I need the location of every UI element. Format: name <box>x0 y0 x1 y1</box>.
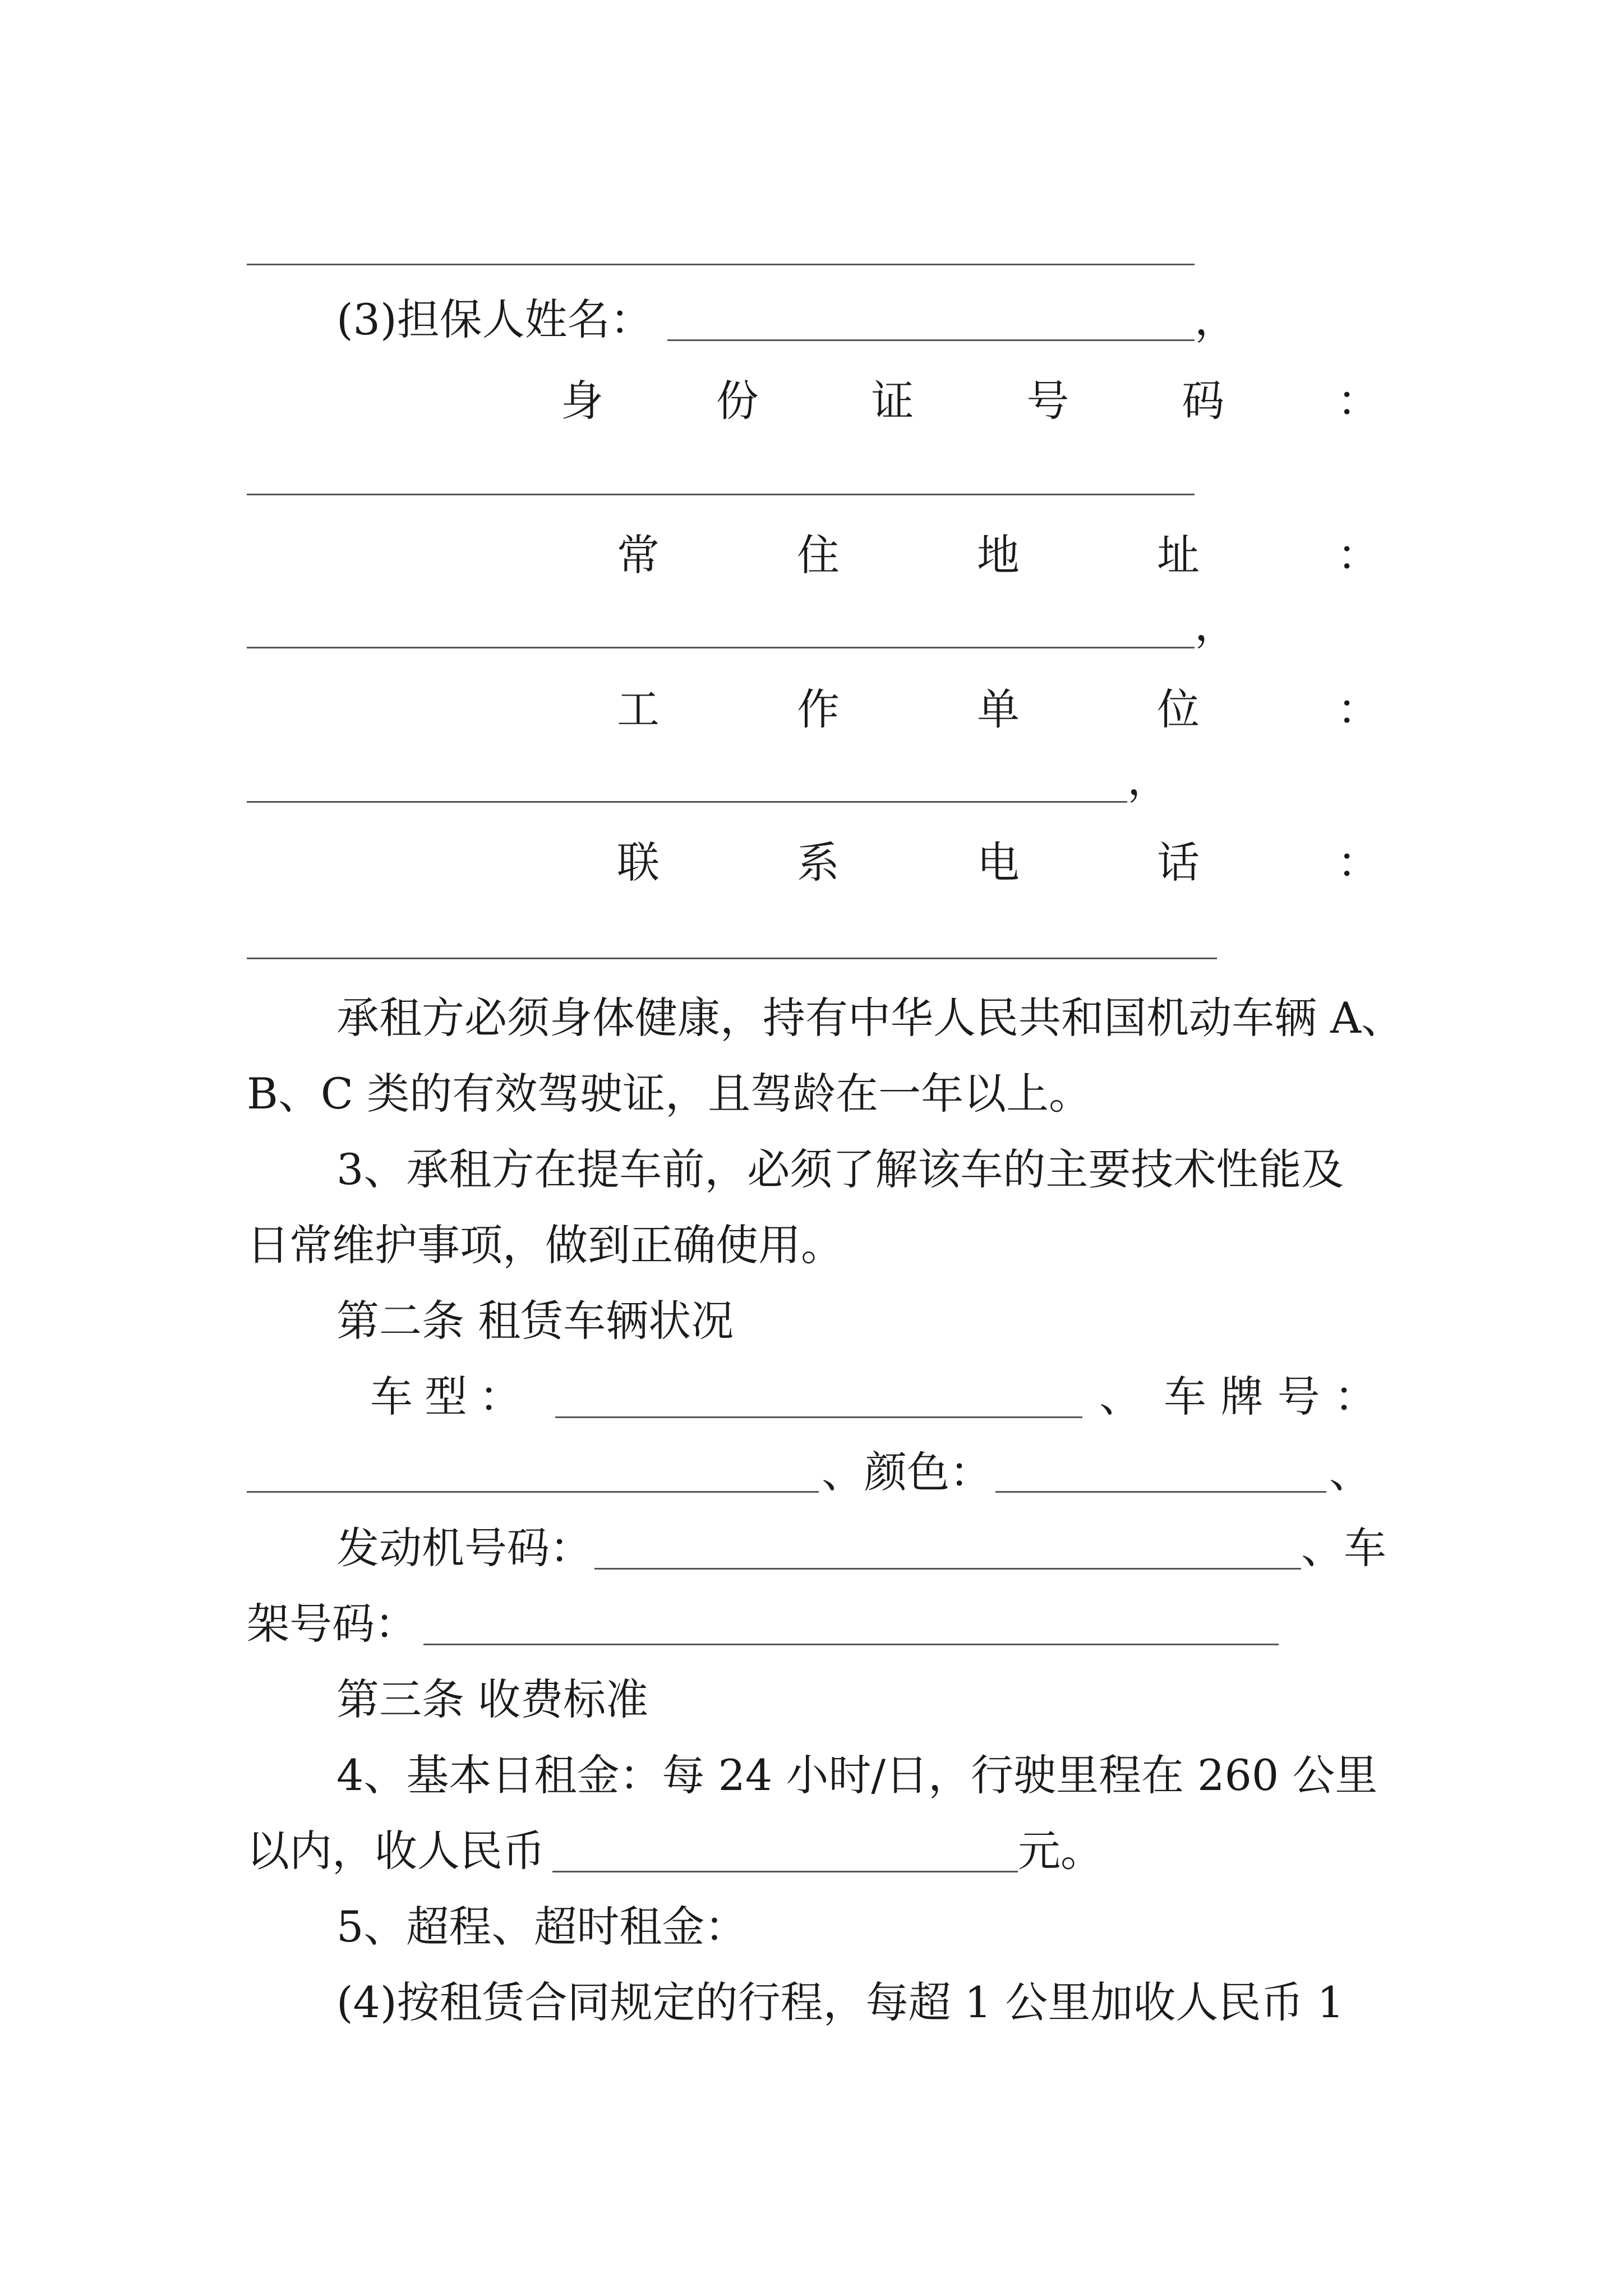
article2-heading: 第二条 租赁车辆状况 <box>336 1296 734 1346</box>
vehicle-model-blank[interactable] <box>555 1416 1082 1418</box>
color-blank[interactable] <box>995 1491 1326 1493</box>
model-separator: 、 <box>1099 1372 1142 1421</box>
id-number-blank[interactable] <box>247 494 1195 495</box>
article3-heading: 第三条 收费标准 <box>336 1674 649 1724</box>
plate-number-blank[interactable] <box>247 1491 819 1493</box>
item4-line2-suffix: 元。 <box>1018 1826 1103 1876</box>
item5: 5、超程、超时租金： <box>336 1902 748 1952</box>
id-number-label: 身 份 证 号 码 ： <box>561 376 1380 426</box>
color-label: 、颜色： <box>822 1447 992 1497</box>
item5-sub4: (4)按租赁合同规定的行程，每超 1 公里加收人民币 1 <box>336 1977 1344 2027</box>
item4-line2-prefix: 以内，收人民币 <box>247 1826 545 1876</box>
health-requirement-line2: B、C 类的有效驾驶证，且驾龄在一年以上。 <box>247 1069 1092 1119</box>
guarantor-name-label: (3)担保人姓名： <box>336 295 653 344</box>
health-requirement-line1: 承租方必须身体健康，持有中华人民共和国机动车辆 A、 <box>336 993 1404 1043</box>
engine-number-blank[interactable] <box>594 1568 1301 1570</box>
address-label: 常 住 地 址 ： <box>617 530 1380 580</box>
engine-number-label: 发动机号码： <box>336 1523 592 1573</box>
workplace-label: 工 作 单 位 ： <box>617 684 1380 734</box>
frame-number-blank[interactable] <box>423 1644 1279 1645</box>
color-separator: 、 <box>1329 1447 1372 1497</box>
item3-line1: 3、承租方在提车前，必须了解该车的主要技术性能及 <box>336 1144 1344 1194</box>
phone-blank[interactable] <box>247 958 1217 959</box>
item3-line2: 日常维护事项，做到正确使用。 <box>247 1220 843 1270</box>
guarantor-name-blank[interactable] <box>667 339 1195 341</box>
workplace-comma: ， <box>1127 754 1170 804</box>
blank-line-top <box>247 264 1195 265</box>
frame-number-label: 架号码： <box>247 1599 417 1649</box>
vehicle-model-label: 车 型 ： <box>370 1372 522 1421</box>
frame-number-prefix: 、车 <box>1301 1523 1386 1573</box>
plate-number-label: 车 牌 号 ： <box>1164 1372 1377 1421</box>
workplace-blank[interactable] <box>247 801 1127 803</box>
address-blank[interactable] <box>247 647 1195 648</box>
address-comma: ， <box>1195 600 1237 650</box>
guarantor-name-comma: ， <box>1195 295 1237 344</box>
daily-rent-blank[interactable] <box>552 1871 1018 1872</box>
item4-line1: 4、基本日租金：每 24 小时/日，行驶里程在 260 公里 <box>336 1750 1378 1800</box>
phone-label: 联 系 电 话 ： <box>617 838 1380 887</box>
